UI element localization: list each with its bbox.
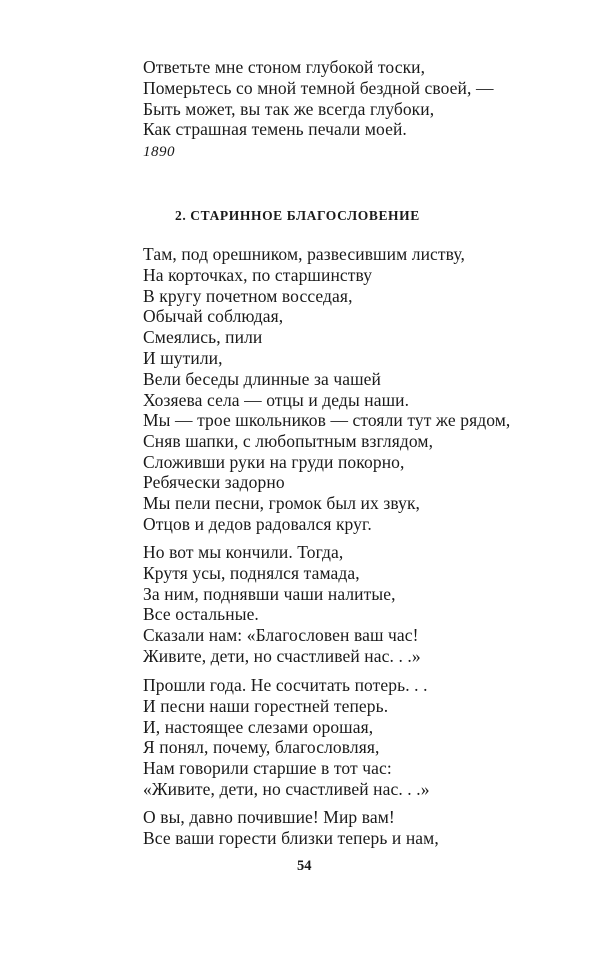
- verse-line: О вы, давно почившие! Мир вам!: [143, 807, 395, 827]
- verse-line: Сложивши руки на груди покорно,: [143, 451, 405, 472]
- verse-line: Прошли года. Не сосчитать потерь. . .: [143, 675, 428, 695]
- stanza-4: [143, 675, 430, 800]
- verse-line: Крутя усы, поднялся тамада,: [143, 562, 360, 583]
- verse-line: Отцов и дедов радовался круг.: [143, 513, 372, 534]
- verse-line: И, настоящее слезами орошая,: [143, 716, 374, 737]
- stanza-2: [143, 410, 510, 535]
- verse-line: Там, под орешником, развесившим листву,: [143, 244, 465, 264]
- verse-line: Быть может, вы так же всегда глубоки,: [143, 98, 435, 119]
- verse-line: Сняв шапки, с любопытным взглядом,: [143, 430, 434, 451]
- verse-line: Как страшная темень печали моей.: [143, 119, 407, 140]
- verse-line: Ребячески задорно: [143, 472, 285, 493]
- verse-line: Вели беседы длинные за чашей: [143, 368, 382, 389]
- previous-poem-ending: [143, 57, 494, 140]
- verse-line: Но вот мы кончили. Тогда,: [143, 542, 344, 562]
- verse-line: В кругу почетном восседая,: [143, 285, 353, 306]
- poem-title: 2. СТАРИННОЕ БЛАГОСЛОВЕНИЕ: [175, 208, 420, 223]
- verse-line: За ним, поднявши чаши налитые,: [143, 583, 396, 604]
- verse-line: Живите, дети, но счастливей нас. . .»: [143, 645, 421, 666]
- verse-line: Померьтесь со мной темной бездной своей, —: [143, 77, 494, 98]
- verse-line: Я понял, почему, благословляя,: [143, 737, 380, 758]
- verse-line: Мы — трое школьников — стояли тут же рядом,: [143, 410, 511, 430]
- verse-line: Мы пели песни, громок был их звук,: [143, 493, 421, 514]
- verse-line: Смеялись, пили: [143, 327, 263, 348]
- stanza-1: [143, 244, 465, 410]
- verse-line: Все ваши горести близки теперь и нам,: [143, 827, 439, 848]
- verse-line: На корточках, по старшинству: [143, 264, 373, 285]
- poem-date: 1890: [143, 144, 175, 160]
- verse-line: Сказали нам: «Благословен ваш час!: [143, 625, 419, 646]
- verse-line: Хозяева села — отцы и деды наши.: [143, 389, 410, 410]
- page-number: 54: [297, 858, 312, 874]
- verse-line: Обычай соблюдая,: [143, 306, 284, 327]
- verse-line: Ответьте мне стоном глубокой тоски,: [143, 57, 426, 77]
- verse-line: Все остальные.: [143, 604, 259, 625]
- stanza-3: [143, 542, 421, 667]
- stanza-5: [143, 807, 439, 849]
- verse-line: И песни наши горестней теперь.: [143, 695, 389, 716]
- verse-line: Нам говорили старшие в тот час:: [143, 758, 392, 779]
- verse-line: «Живите, дети, но счастливей нас. . .»: [143, 778, 430, 799]
- verse-line: И шутили,: [143, 347, 223, 368]
